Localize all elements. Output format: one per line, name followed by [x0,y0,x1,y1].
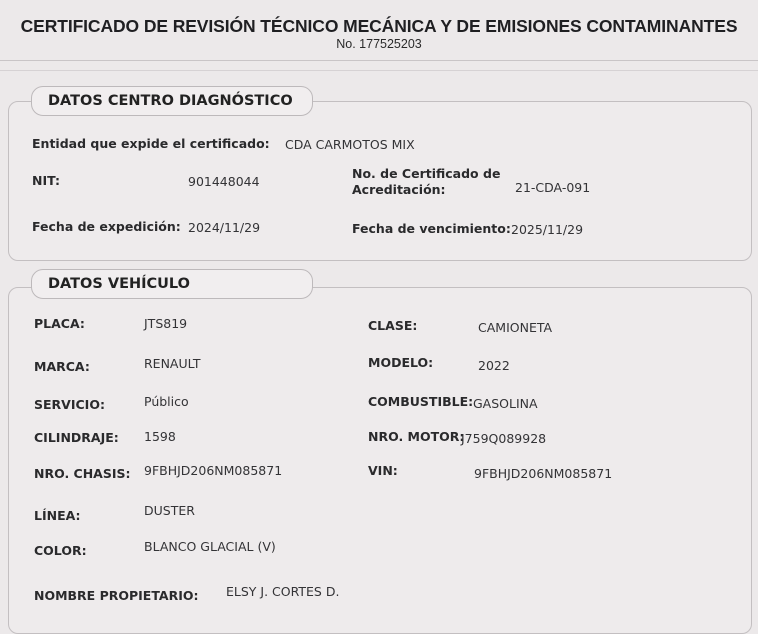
entidad-value: CDA CARMOTOS MIX [285,137,415,152]
marca-label: MARCA: [34,359,90,374]
vencimiento-value: 2025/11/29 [511,222,584,237]
acreditacion-value: 21-CDA-091 [515,180,591,195]
combustible-value: GASOLINA [473,396,538,411]
entidad-label: Entidad que expide el certificado: [32,136,270,151]
vehiculo-section [8,287,752,634]
acreditacion-label [352,166,500,198]
certificate-number: No. 177525203 [336,37,422,51]
nit-value: 901448044 [188,174,260,189]
propietario-label: NOMBRE PROPIETARIO: [34,588,199,603]
vin-value: 9FBHJD206NM085871 [474,466,613,481]
modelo-label: MODELO: [368,355,434,370]
combustible-label: COMBUSTIBLE: [368,394,474,409]
servicio-value: Público [144,394,189,409]
vin-label: VIN: [368,463,398,478]
vencimiento-label: Fecha de vencimiento: [352,221,511,236]
color-value: BLANCO GLACIAL (V) [144,539,276,554]
clase-label: CLASE: [368,318,418,333]
certificate-title: CERTIFICADO DE REVISIÓN TÉCNICO MECÁNICA Y DE EMISIONES CONTAMINANTES [20,16,738,36]
acreditacion-label-line-1: No. de Certificado de [352,166,501,181]
marca-value: RENAULT [144,356,201,371]
chasis-label: NRO. CHASIS: [34,466,131,481]
cilindraje-label: CILINDRAJE: [34,430,119,445]
modelo-value: 2022 [478,358,510,373]
nit-label: NIT: [32,173,60,188]
cilindraje-value: 1598 [144,429,176,444]
placa-label: PLACA: [34,316,85,331]
expedicion-label: Fecha de expedición: [32,219,181,234]
linea-value: DUSTER [144,503,195,518]
chasis-value: 9FBHJD206NM085871 [144,463,283,478]
vehiculo-heading: DATOS VEHÍCULO [31,269,313,299]
placa-value: JTS819 [144,316,188,331]
motor-label: NRO. MOTOR: [368,429,465,444]
propietario-value: ELSY J. CORTES D. [226,584,340,599]
acreditacion-label-line-2: Acreditación: [352,182,446,197]
header-divider-2 [0,70,758,71]
motor-value: J759Q089928 [461,431,547,446]
clase-value: CAMIONETA [478,320,553,335]
linea-label: LÍNEA: [34,508,81,523]
color-label: COLOR: [34,543,87,558]
expedicion-value: 2024/11/29 [188,220,261,235]
servicio-label: SERVICIO: [34,397,105,412]
header-divider [0,60,758,61]
centro-diagnostico-heading: DATOS CENTRO DIAGNÓSTICO [31,86,313,116]
